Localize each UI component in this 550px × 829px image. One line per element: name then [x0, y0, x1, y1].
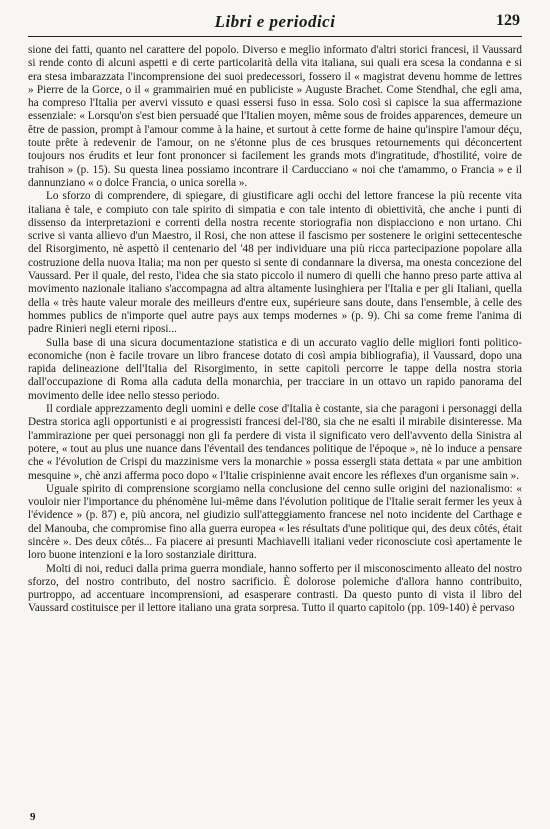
running-head: Libri e periodici [214, 12, 336, 31]
paragraph: sione dei fatti, quanto nel carattere del popolo. Diverso e meglio informato d'altri storici francesi, il Vaussard si rende conto di alcuni aspetti e di certe particolarità della vita italiana, sui quali era scesa la condanna e si era stesa imbarazzata l'incomprensione dei suoi predecessori, fossero il « magistrat devenu homme de lettres » Pierre de la Gorce, o il « grammairien mué en publiciste » Auguste Brachet. Come Stendhal, che egli ama, ha compreso l'Italia per avervi vissuto e quasi essersi fuso in essa. Solo così si capisce la sua affermazione essenziale: « Lorsqu'on s'est bien persuadé que l'Italien moyen, même sous de froides apparences, demeure un être de passion, prompt à l'amour comme à la haine, et surtout à cette forme de haine qu'inspire l'amour déçu, toute prête à redevenir de l'amour, on ne s'étonne plus de ces brusques retournements qui déconcertent toujours nos érudits et leur font prononcer si facilement les grands mots d'ingratitude, d'hostilité, voire de trahison » (p. 15). Su questa linea possiamo incontrare il Carducciano « noi che t'amammo, o Francia » e il dannunziano « o dolce Francia, o unica sorella ». [28, 44, 522, 189]
page-header [28, 10, 522, 37]
paragraph: Il cordiale apprezzamento degli uomini e delle cose d'Italia è costante, sia che paragoni i personaggi della Destra storica agli opportunisti e ai progressisti francesi del-l'80, sia che ne esalti il mirabile disinteresse. Ma l'ammirazione per quei personaggi non gli fa perdere di vista il significato vero dell'avvento della Sinistra al potere, « tout au plus une nuance dans l'éventail des tendances politique de l'époque », nè lo induce a pensare che « l'évolution de Crispi du mazzinisme vers la monarchie » possa essergli stata dettata « par une ambition mesquine », chè anzi afferma poco dopo « l'Italie crispinienne avait encore les réflexes d'un organisme sain ». [28, 403, 522, 482]
article-body [28, 44, 522, 616]
paragraph: Uguale spirito di comprensione scorgiamo nella conclusione del cenno sulle origini del nazionalismo: « vouloir nier l'importance du phénomène lui-même dans l'évolution politique de l'Italie serait fermer les yeux à l'évidence » (p. 87) e, più ancora, nel giudizio sull'atteggiamento francese nel noto incidente del Carthage e del Manouba, che compromise fino alla guerra europea « les résultats d'une politique qui, des deux côtés, était sincère ». Des deux côtés... Fa piacere ai presunti Machiavelli italiani veder riconosciute così apertamente le loro buone intenzioni e la loro sostanziale dirittura. [28, 482, 522, 562]
paragraph: Lo sforzo di comprendere, di spiegare, di giustificare agli occhi del lettore francese la più recente vita italiana è tale, e compiuto con tale spirito di simpatia e con tale intento di obiettività, che anche i punti di dissenso da interpretazioni e correnti della nostra recente storiografia non dispiacciono e non urtano. Chi scrive si vanta allievo d'un Maestro, il Rosi, che non attese il fascismo per sostenere le origini settecentesche del Risorgimento, nè aspettò il centenario del '48 per individuare una più ricca partecipazione popolare alla costruzione della nuova Italia; ma non per questo si sente di condannare la diversa, ma onesta concezione del Vaussard. Per il quale, del resto, l'idea che sia stato piccolo il numero di quelli che hanno preso parte attiva al movimento nazionale italiano s'accompagna ad altra altamente lusinghiera per l'Italia e per gli Italiani, quella della « très haute valeur morale des meilleurs d'entre eux, supérieure sans doute, dans l'ensemble, à celle des hommes publics de n'importe quel autre pays aux temps modernes » (p. 9). Chi sa come freme l'anima di padre Rinieri negli eterni riposi... [28, 190, 522, 336]
paragraph: Molti di noi, reduci dalla prima guerra mondiale, hanno sofferto per il misconoscimento alleato del nostro sforzo, del nostro contributo, del nostro sacrificio. È dolorose polemiche d'allora hanno contribuito, purtroppo, ad accentuare incomprensioni, ad esasperare contrasti. Da questo punto di vista il libro del Vaussard costituisce per il lettore italiano una grata sorpresa. Tutto il quarto capitolo (pp. 109-140) è pervaso [28, 562, 522, 615]
signature-mark: 9 [30, 811, 36, 823]
page-number: 129 [496, 12, 520, 29]
paragraph: Sulla base di una sicura documentazione statistica e di un accurato vaglio delle migliori fonti politico-economiche (non è facile trovare un libro francese dotato di così ampia bibliografia), il Vaussard, dopo una rapida delineazione dell'Italia del Risorgimento, in sette capitoli percorre le tappe della nostra storia dall'occupazione di Roma alla caduta della monarchia, per tracciare in un ottavo un rapido panorama del movimento delle idee nello stesso periodo. [28, 336, 522, 402]
